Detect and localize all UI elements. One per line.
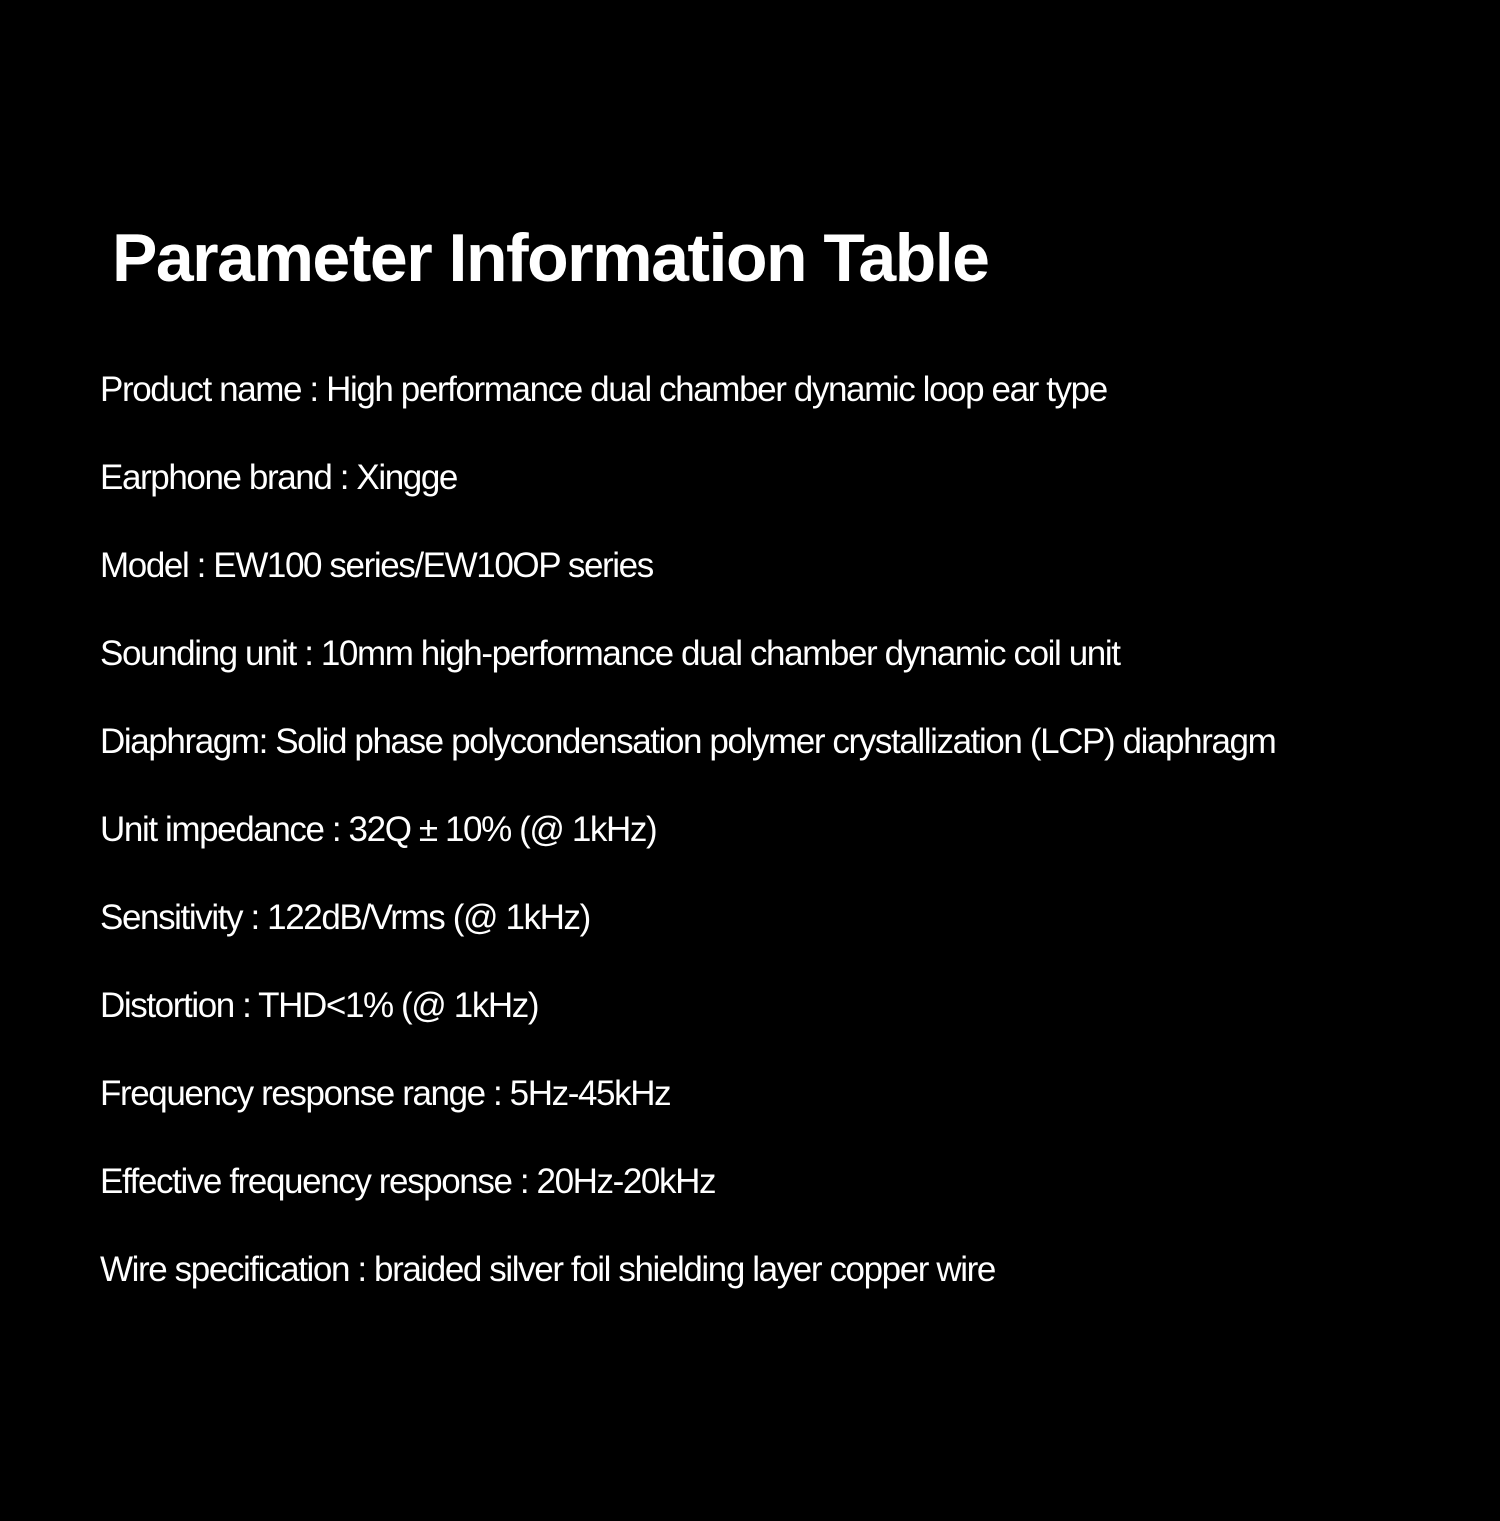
param-wire-specification: Wire specification : braided silver foil shielding layer copper wire (100, 1250, 995, 1289)
page-title: Parameter Information Table (112, 220, 989, 296)
param-sensitivity: Sensitivity : 122dB/Vrms (@ 1kHz) (100, 898, 590, 937)
param-unit-impedance: Unit impedance : 32Q ± 10% (@ 1kHz) (100, 810, 657, 849)
param-model: Model : EW100 series/EW10OP series (100, 546, 653, 585)
parameter-list (100, 365, 1480, 1333)
param-sounding-unit: Sounding unit : 10mm high-performance dual chamber dynamic coil unit (100, 634, 1120, 673)
param-earphone-brand: Earphone brand : Xingge (100, 458, 457, 497)
param-effective-frequency-response: Effective frequency response : 20Hz-20kHz (100, 1162, 716, 1201)
param-product-name: Product name : High performance dual chamber dynamic loop ear type (100, 370, 1107, 409)
param-frequency-response-range: Frequency response range : 5Hz-45kHz (100, 1074, 671, 1113)
param-diaphragm: Diaphragm: Solid phase polycondensation polymer crystallization (LCP) diaphragm (100, 722, 1276, 761)
param-distortion: Distortion : THD<1% (@ 1kHz) (100, 986, 539, 1025)
